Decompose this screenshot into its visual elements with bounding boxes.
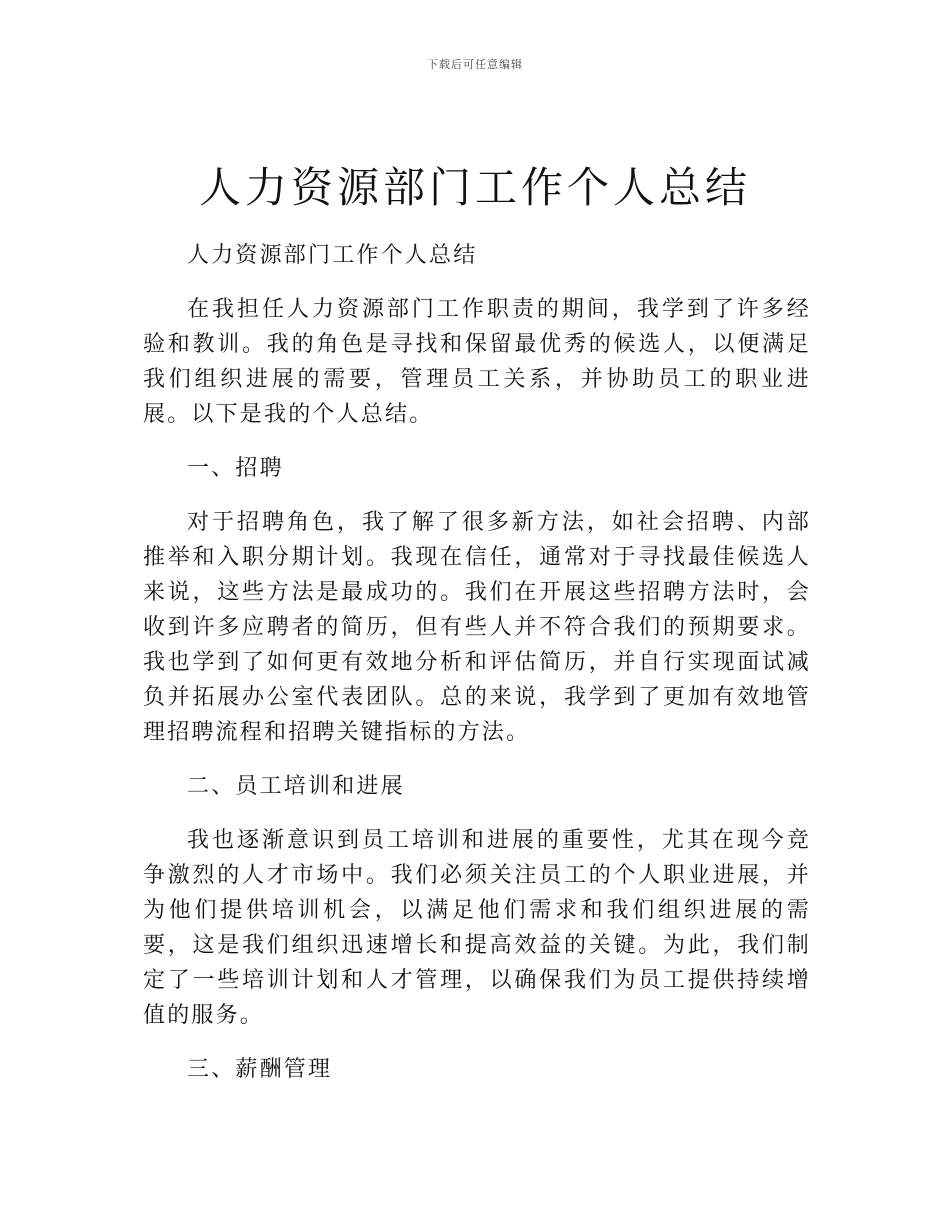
section-body-training: 我也逐渐意识到员工培训和进展的重要性，尤其在现今竞争激烈的人才市场中。我们必须关注员工的个人职业进展，并为他们提供培训机会，以满足他们需求和我们组织进展的需要，这是我们组织迅速增长和提高效益的关键。为此，我们制定了一些培训计划和人才管理，以确保我们为员工提供持续增值的服务。 <box>143 828 811 1028</box>
page-header-note: 下载后可任意编辑 <box>427 58 523 71</box>
document-title: 人力资源部门工作个人总结 <box>198 163 751 212</box>
section-heading-compensation: 三、薪酬管理 <box>187 1057 333 1082</box>
section-heading-training: 二、员工培训和进展 <box>187 774 405 799</box>
section-heading-recruitment: 一、招聘 <box>187 456 284 481</box>
section-body-recruitment: 对于招聘角色，我了解了很多新方法，如社会招聘、内部推举和入职分期计划。我现在信任，通常对于寻找最佳候选人来说，这些方法是最成功的。我们在开展这些招聘方法时，会收到许多应聘者的简历，但有些人并不符合我们的预期要求。我也学到了如何更有效地分析和评估简历，并自行实现面试减负并拓展办公室代表团队。总的来说，我学到了更加有效地管理招聘流程和招聘关键指标的方法。 <box>143 510 811 745</box>
document-subtitle: 人力资源部门工作个人总结 <box>187 243 478 268</box>
document-body <box>143 238 811 1106</box>
intro-paragraph: 在我担任人力资源部门工作职责的期间，我学到了许多经验和教训。我的角色是寻找和保留最优秀的候选人，以便满足我们组织进展的需要，管理员工关系，并协助员工的职业进展。以下是我的个人总结。 <box>143 297 811 427</box>
